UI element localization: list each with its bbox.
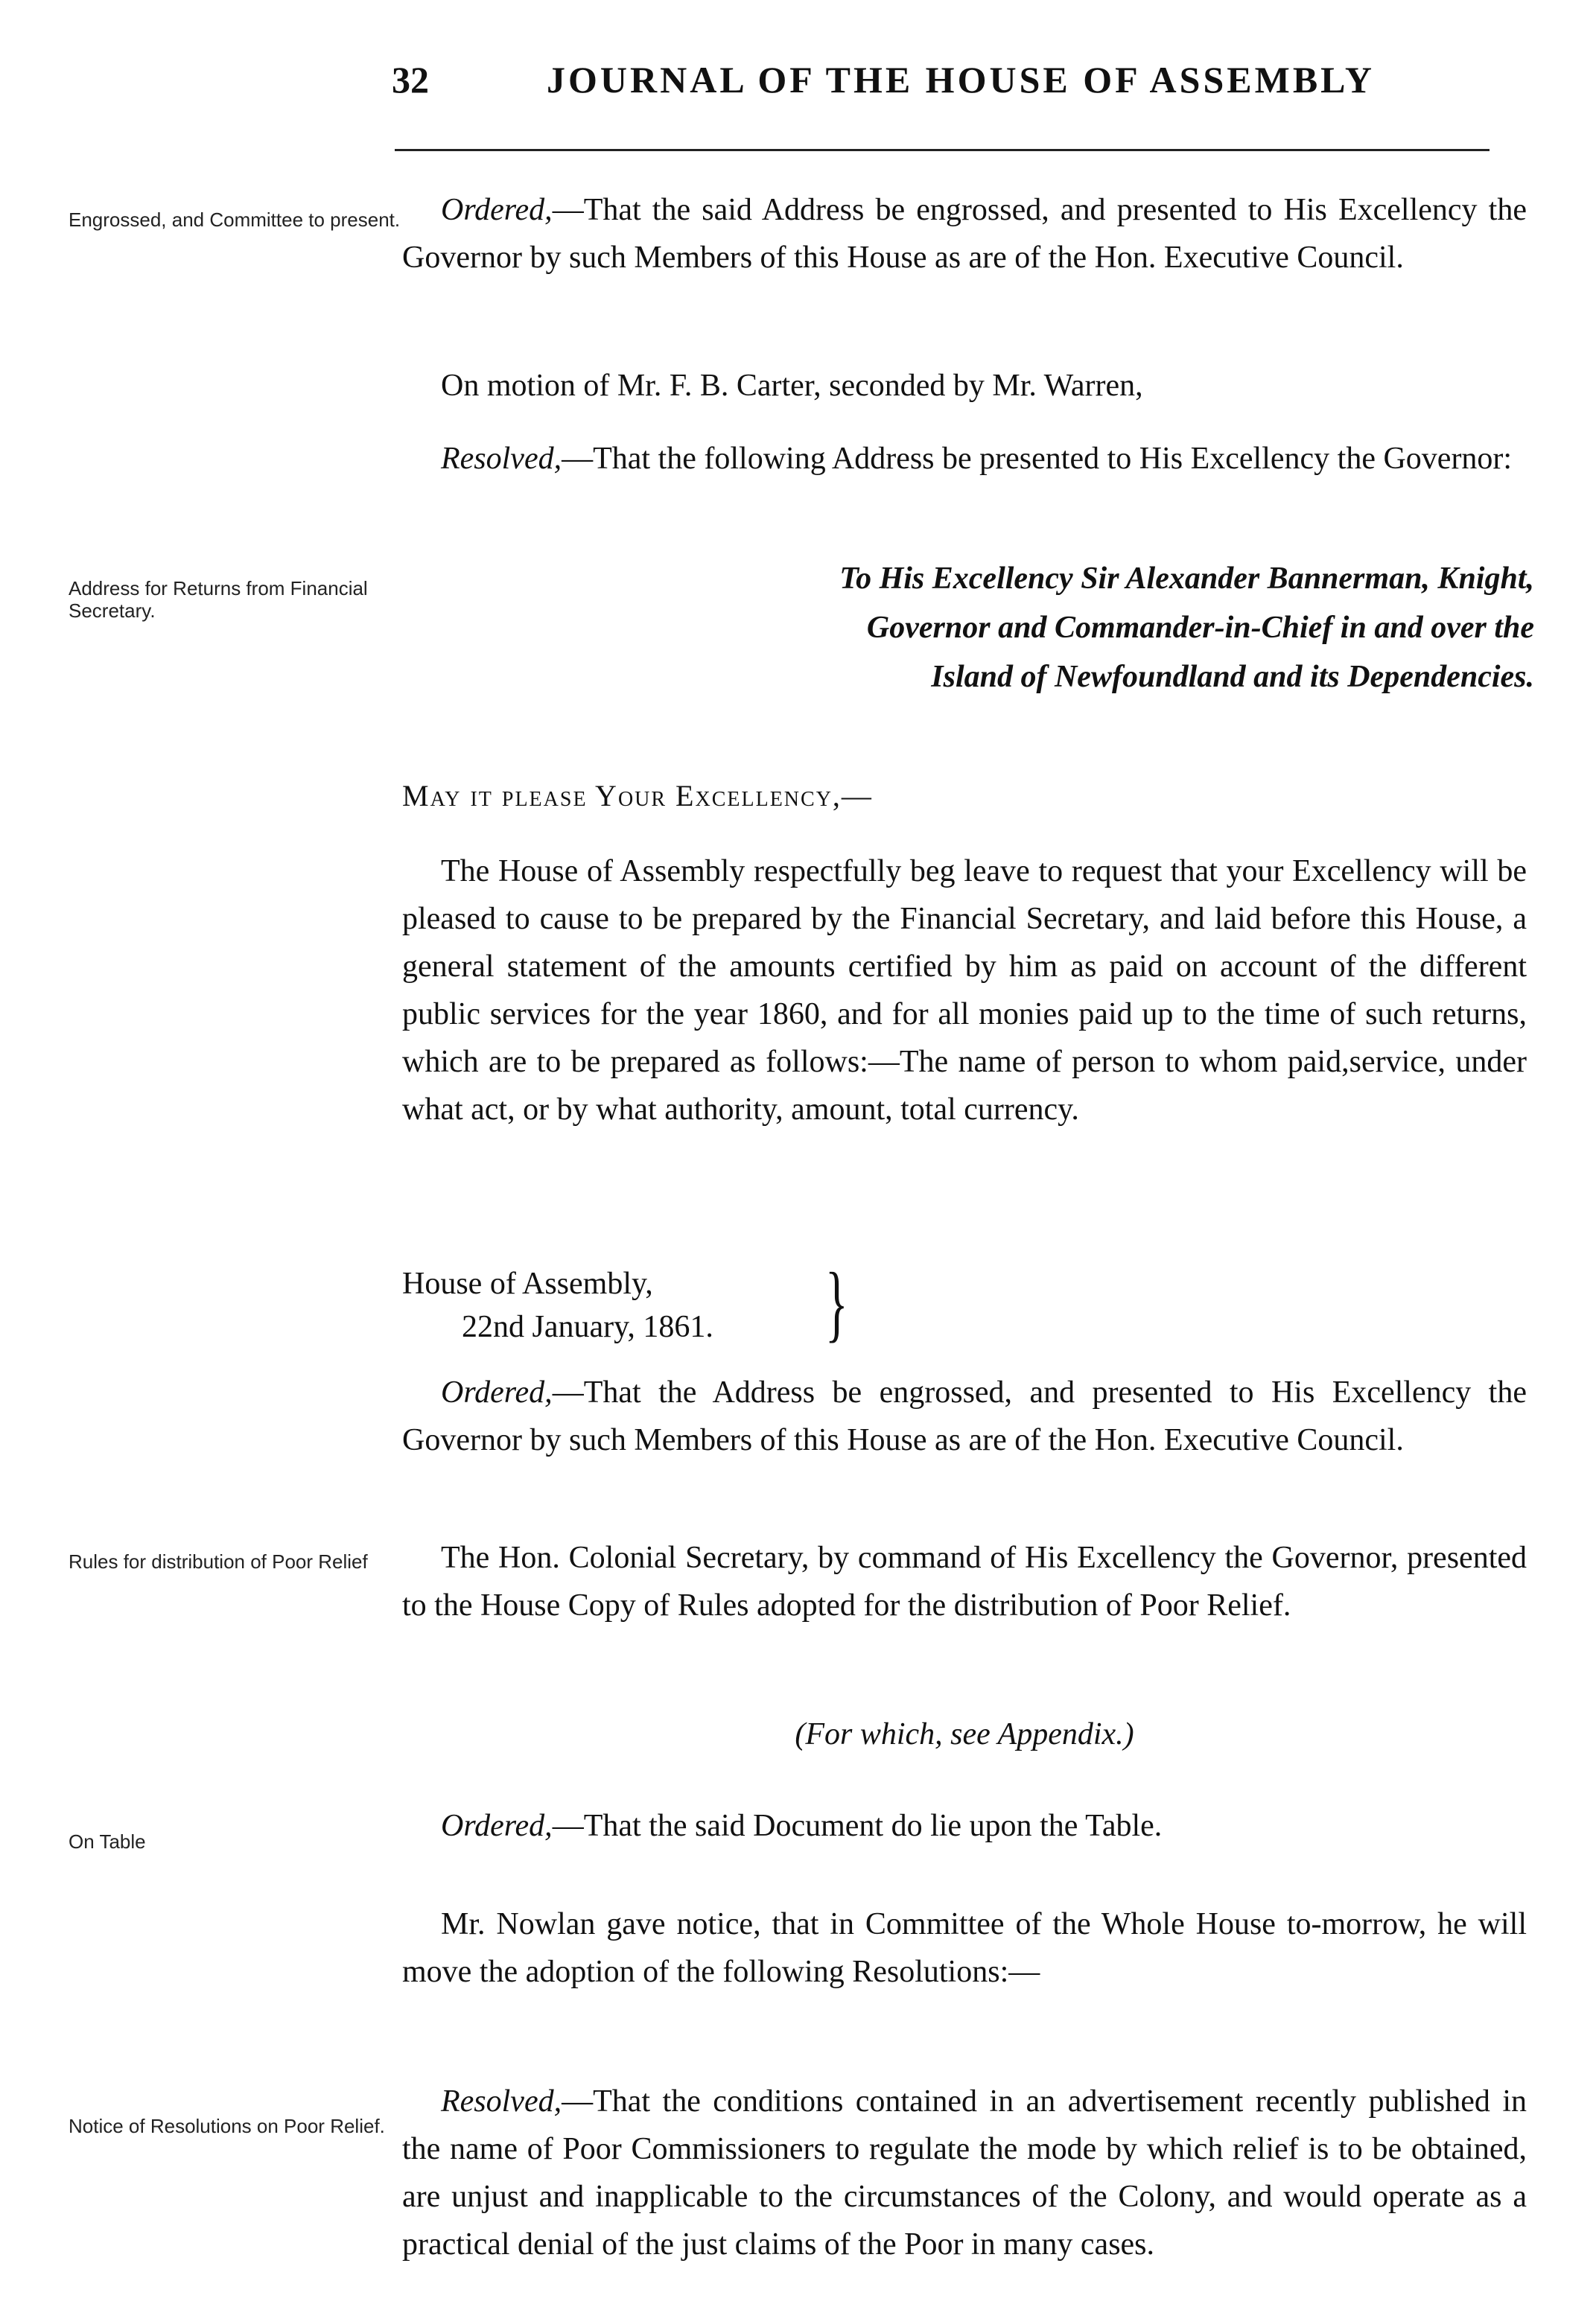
page-number: 32: [392, 59, 429, 101]
resolved-lead: Resolved,: [441, 442, 562, 476]
dateline: [402, 1262, 713, 1349]
paragraph-text: The Hon. Colonial Secretary, by command of His Excellency the Governor, presented to the House Copy of Rules adopted for the distribution of Poor Relief.: [402, 1541, 1527, 1623]
paragraph-on-table: [402, 1802, 1527, 1850]
margin-note-engrossed: Engrossed, and Committee to present.: [69, 209, 401, 231]
paragraph-text: On motion of Mr. F. B. Carter, seconded by Mr. Warren,: [441, 369, 1143, 403]
paragraph-resolution-poor: [402, 2078, 1527, 2268]
paragraph-resolved-address: [402, 435, 1527, 483]
paragraph-text: —That the Address be engrossed, and presented to His Excellency the Governor by such Members of this House as are of the Hon. Executive Council.: [402, 1375, 1527, 1457]
paragraph-text: —That the said Address be engrossed, and presented to His Excellency the Governor by such Members of this House as are of the Hon. Executive Council.: [402, 193, 1527, 275]
margin-note-address-returns: Address for Returns from Financial Secretary.: [69, 577, 368, 622]
paragraph-notice: [402, 1900, 1527, 1996]
header-rule: [395, 149, 1490, 151]
brace-glyph: }: [825, 1256, 848, 1351]
ordered-lead: Ordered,: [441, 1375, 553, 1410]
paragraph-request: [402, 847, 1527, 1133]
paragraph-text: —That the said Document do lie upon the Table.: [552, 1809, 1163, 1843]
paragraph-poor-relief-rules: [402, 1534, 1527, 1629]
journal-title: JOURNAL OF THE HOUSE OF ASSEMBLY: [547, 59, 1376, 101]
margin-note-rules-poor-relief: Rules for distribution of Poor Relief: [69, 1550, 368, 1573]
paragraph-text: Mr. Nowlan gave notice, that in Committee of the Whole House to-morrow, he will move the adoption of the following Resolutions:—: [402, 1907, 1527, 1989]
paragraph-address-engrossed: [402, 1369, 1527, 1464]
dateline-date: 22nd January, 1861.: [462, 1310, 713, 1344]
margin-note-notice-resolutions: Notice of Resolutions on Poor Relief.: [69, 2115, 385, 2137]
ordered-lead: Ordered,: [441, 1809, 553, 1843]
running-head: [0, 58, 1596, 110]
paragraph-motion: [402, 362, 1527, 410]
dateline-place: House of Assembly,: [402, 1267, 653, 1301]
paragraph-text: —That the following Address be presented to His Excellency the Governor:: [562, 442, 1513, 476]
appendix-note: (For which, see Appendix.): [795, 1717, 1134, 1751]
ordered-lead: Ordered,: [441, 193, 553, 227]
paragraph-engrossed-order: [402, 186, 1527, 281]
resolved-lead: Resolved,: [441, 2084, 562, 2119]
paragraph-text: The House of Assembly respectfully beg leave to request that your Excellency will be pleased to cause to be prepared by the Financial Secretary, and laid before this House, a general statement of the amounts certified by him as paid on account of the different public services for the year 1860, and for all monies paid up to the time of such returns, which are to be prepared as follows:—The name of person to whom paid,service, under what act, or by what authority, amount, total currency.: [402, 854, 1527, 1127]
margin-note-on-table: On Table: [69, 1830, 146, 1853]
paragraph-text: —That the conditions contained in an advertisement recently published in the name of Poor Commissioners to regulate the mode by which relief is to be obtained, are unjust and inapplicable to the circumstances of the Colony, and would operate as a practical denial of the just claims of the Poor in many cases.: [402, 2084, 1527, 2262]
salutation: May it please Your Excellency,—: [402, 779, 873, 812]
address-recipient: To His Excellency Sir Alexander Bannerman, Knight, Governor and Commander-in-Chief in and over the Island of Newfoundland and its Dependencies.: [839, 561, 1534, 694]
